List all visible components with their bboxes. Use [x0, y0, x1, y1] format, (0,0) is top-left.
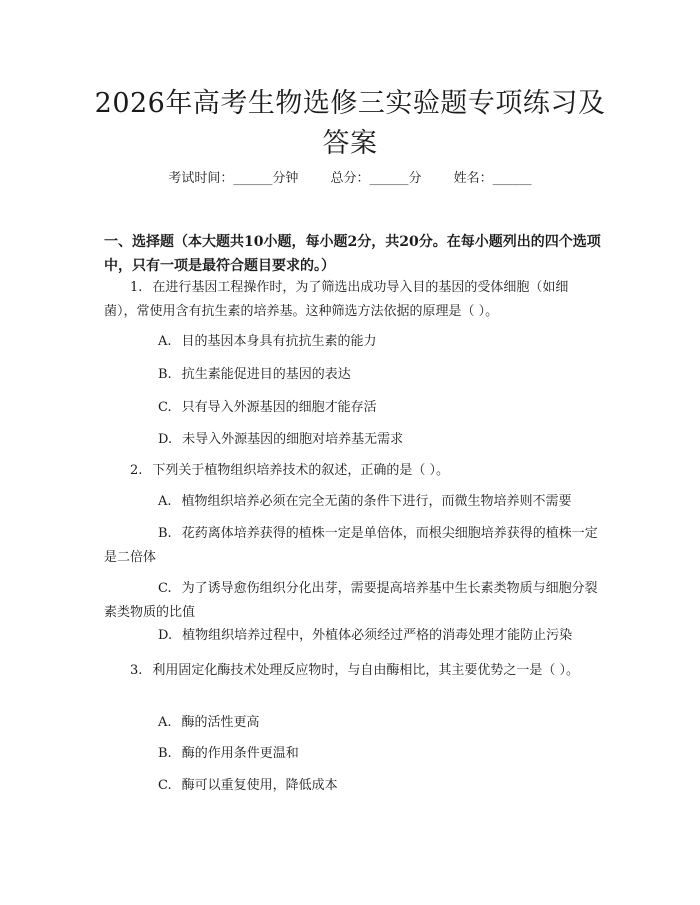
option-text: 为了诱导愈伤组织分化出芽，需要提高培养基中生长素类物质与细胞分裂素类物质的比值 [104, 581, 598, 620]
question-3-option-b [158, 742, 598, 766]
question-1 [104, 276, 600, 324]
option-text: 未导入外源基因的细胞对培养基无需求 [182, 432, 404, 447]
question-text: 在进行基因工程操作时，为了筛选出成功导入目的基因的受体细胞（如细菌），常使用含有抗生素的培养基。这种筛选方法依据的原理是（ ）。 [104, 280, 569, 319]
option-text: 酶的作用条件更温和 [181, 746, 299, 761]
question-1-option-d [158, 428, 598, 452]
question-number: 3. [130, 663, 143, 678]
option-letter: C. [158, 400, 172, 415]
question-2 [104, 459, 600, 483]
option-letter: C. [158, 778, 172, 793]
option-letter: C. [158, 581, 172, 596]
question-text: 下列关于植物组织培养技术的叙述，正确的是（ ）。 [152, 463, 450, 478]
exam-meta [0, 170, 700, 188]
total-score-unit: 分 [408, 171, 422, 186]
question-number: 2. [130, 463, 143, 478]
total-score-blank: ______ [369, 171, 409, 186]
option-text: 植物组织培养必须在完全无菌的条件下进行，而微生物培养则不需要 [181, 494, 572, 509]
exam-time-unit: 分钟 [272, 171, 299, 186]
page-title: 2026年高考生物选修三实验题专项练习及答案 [94, 88, 606, 159]
student-name-blank: ______ [492, 171, 532, 186]
option-letter: A. [158, 494, 172, 509]
total-score-field [330, 170, 421, 188]
question-number: 1. [130, 280, 143, 295]
option-letter: D. [158, 628, 173, 643]
option-text: 目的基因本身具有抗抗生素的能力 [181, 334, 377, 349]
question-3-option-c [158, 774, 598, 798]
question-text: 利用固定化酶技术处理反应物时，与自由酶相比，其主要优势之一是（ ）。 [152, 663, 580, 678]
option-text: 抗生素能促进目的基因的表达 [181, 367, 351, 382]
option-letter: B. [158, 746, 172, 761]
question-1-option-a [158, 330, 598, 354]
question-1-option-c [158, 396, 598, 420]
question-1-option-b [158, 363, 598, 387]
option-text: 酶的活性更高 [181, 715, 260, 730]
question-3-option-a [158, 711, 598, 735]
exam-time-blank: ______ [233, 171, 273, 186]
option-letter: B. [158, 367, 172, 382]
section-heading: 一、选择题（本大题共10小题，每小题2分，共20分。在每小题列出的四个选项中，只有一项是最符合题目要求的。） [104, 234, 601, 274]
option-letter: D. [158, 432, 173, 447]
option-letter: B. [158, 526, 172, 541]
total-score-label: 总分： [330, 171, 370, 186]
exam-time-field [168, 170, 298, 188]
question-2-option-d [158, 624, 598, 648]
option-text: 酶可以重复使用，降低成本 [181, 778, 338, 793]
student-name-label: 姓名： [453, 171, 493, 186]
question-3 [104, 659, 600, 683]
question-2-option-c [104, 577, 598, 625]
exam-time-label: 考试时间： [168, 171, 234, 186]
question-2-option-b [104, 522, 598, 570]
question-2-option-a [158, 490, 598, 514]
student-name-field [454, 170, 532, 188]
option-text: 花药离体培养获得的植株一定是单倍体，而根尖细胞培养获得的植株一定是二倍体 [104, 526, 598, 565]
option-letter: A. [158, 715, 172, 730]
option-letter: A. [158, 334, 172, 349]
option-text: 只有导入外源基因的细胞才能存活 [181, 400, 377, 415]
option-text: 植物组织培养过程中，外植体必须经过严格的消毒处理才能防止污染 [182, 628, 573, 643]
